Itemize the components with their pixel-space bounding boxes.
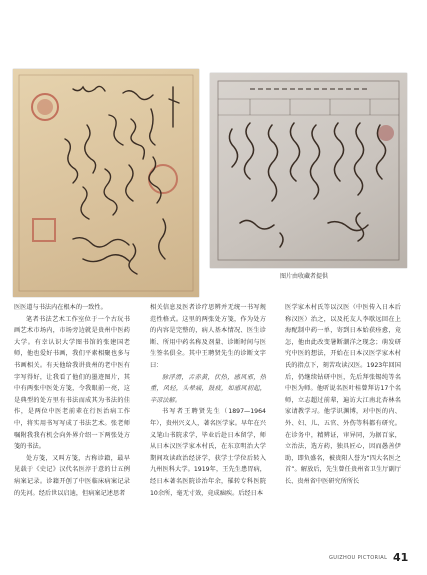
photo-caption: 图片由收藏者提供 [280,273,329,280]
paragraph: 处方笺，又叫方笺，古称诊籍，最早见载于《史记》汉代名医淳于意的廿五例病案记录。诊籍开创了中医临床病案记录的先河。经后世以启迪，但病案记述思者 [14,454,130,497]
prescription-photo-right [210,73,407,268]
text-column-2 [150,302,266,499]
prescription-right-ink [210,73,407,268]
paragraph: 笔者书法艺术工作室位于一个古玩书画艺术市场内，市场旁边就是贵州中医药大学。有幸认识大学图书馆的张建国老师，他也爱好书画，我们平素相聚也多与书画相关。有天他给我讲贵州的老中医有字写得好，让我看了他们的墨迹图片，其中有两张中医处方笺，令我眼前一亮，这是典型的处方里有书法而成其为书法的佳作，是两位中医老前辈在行医治病工作中，将实用书写写成了书法艺术。张老师嘱附我我有机会向外界介绍一下两张处方笺的书法。 [14,315,130,451]
paragraph: 医医道与书法内在根本的一致性。 [14,304,107,311]
prescription-photo-left [13,69,199,297]
magazine-name: GUIZHOU PICTORIAL [329,555,388,561]
prescription-left-ink [13,69,199,297]
paragraph: 书写者王聘贤先生（1897—1964年），贵州兴义人，著名医学家。早年在兴义笔山书院求学，毕业后赴日本留学，师从日本汉医学家木村氏，在东京明治大学期间攻读政治经济学，获学士学位后转入九州医科大学。1919年，王先生患胃病，经日本著名医院诊治年余，罹转专科医院10余所，毫无寸效，竟成痼疾。后经日本 [150,408,266,497]
text-column-3 [285,302,401,488]
text-column-1 [14,302,130,499]
diagnosis-quote: 脉浮滑，舌赤黄，伏热，感风邪，热重，风轻，头晕痛，鼓疲，如感风初起，辛凉法解。 [150,373,266,404]
paragraph: 医学家木村氏等以汉医（中医传入日本后称汉医）治之，以及托友人李歇远回在上海配制中药一单，寄到日本始获痊愈，竟怎，他由此改变暑断潮洋之现念；萌发研究中医的想法，开始在日本汉医学家木村氏的指点下，刻苦攻读汉医。1923年回国后，仍继续钻研中医，先后拜张锡纯等名中医为师。他听说名医叶桂曾拜访17个名师，立志超过前辈，遍访大江南北杏林名家请教学习。他学识渊博，对中医的内、外、妇、儿、五官、外伤等科都有研究。在诊务中，精辨证，审异同，为据百家，立治法，选方药，独具匠心，因而愚善伊助，即负盛名，被贵阳人誉为“四大名医之首”。解放后，先生曾任贵州省卫生厅副厅长、贵州省中医研究所所长 [285,304,401,485]
page-number: 41 [393,551,409,564]
paragraph: 相关信息及医者诊疗思辨并无统一书写规范性格式。这里的两张处方笺，作为处方的内容是完整的，病人基本情况、医生诊断、所用中药名称及剂量、诊断时间与医生签名俱全。其中王聘贤先生的诊断文字曰： [150,304,266,369]
